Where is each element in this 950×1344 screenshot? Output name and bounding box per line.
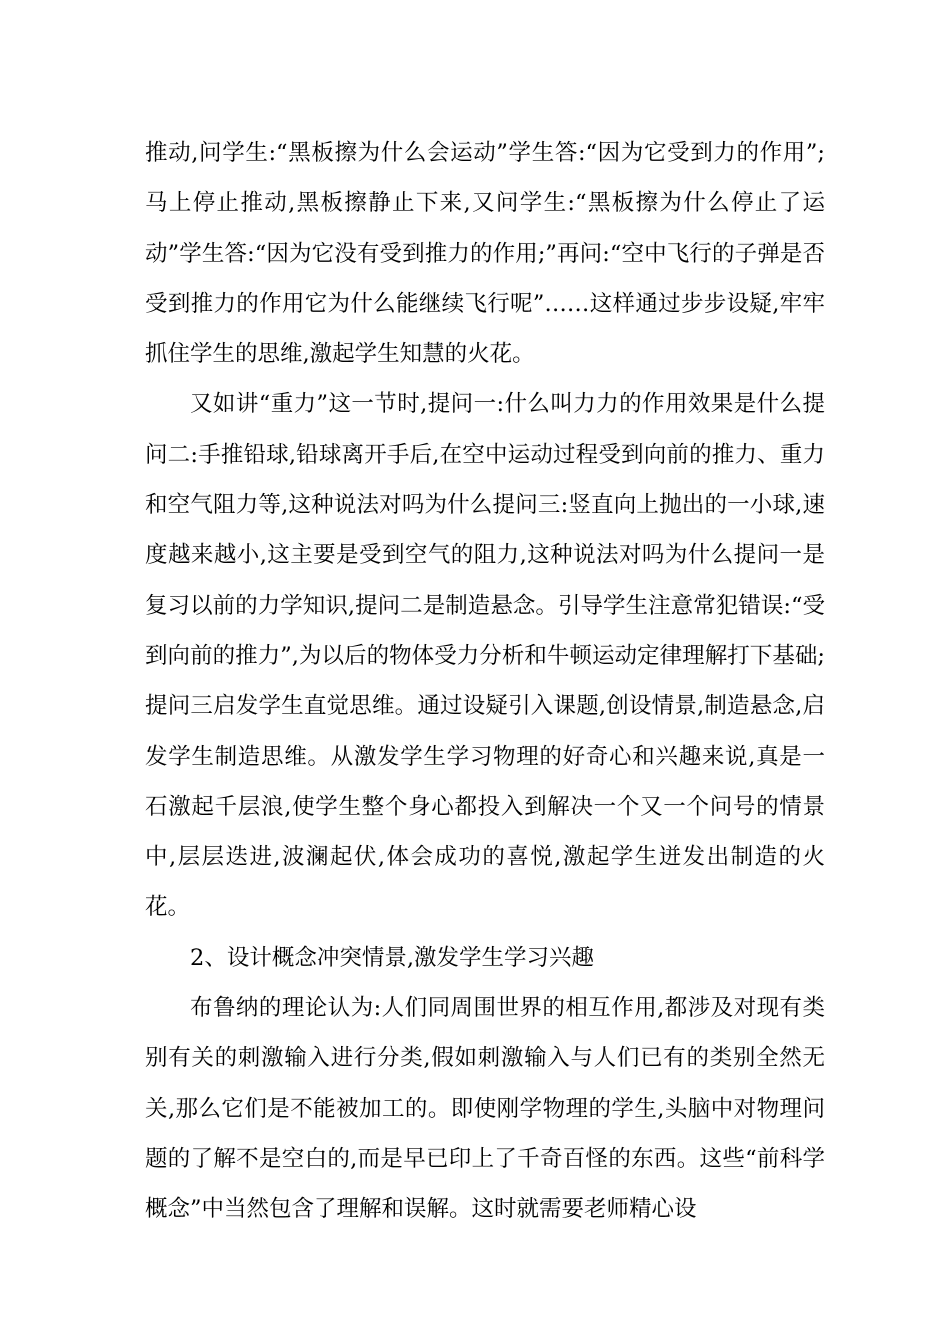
paragraph-bruner-theory: 布鲁纳的理论认为:人们同周围世界的相互作用,都涉及对现有类别有关的刺激输入进行分类,假如刺激输入与人们已有的类别全然无关,那么它们是不能被加工的。即使刚学物理的学生,头脑中对物理问题的了解不是空白的,而是早已印上了千奇百怪的东西。这些“前科学概念”中当然包含了理解和误解。这时就需要老师精心设: [145, 995, 825, 1223]
section-heading: 2、设计概念冲突情景,激发学生学习兴趣: [190, 944, 594, 971]
paragraph-gravity-example: 又如讲“重力”这一节时,提问一:什么叫力力的作用效果是什么提问二:手推铅球,铅球离开手后,在空中运动过程受到向前的推力、重力和空气阻力等,这种说法对吗为什么提问三:竖直向上抛出的一小球,速度越来越小,这主要是受到空气的阻力,这种说法对吗为什么提问一是复习以前的力学知识,提问二是制造悬念。引导学生注意常犯错误:“受到向前的推力”,为以后的物体受力分析和牛顿运动定律理解打下基础;提问三启发学生直觉思维。通过设疑引入课题,创设情景,制造悬念,启发学生制造思维。从激发学生学习物理的好奇心和兴趣来说,真是一石激起千层浪,使学生整个身心都投入到解决一个又一个问号的情景中,层层迭进,波澜起伏,体会成功的喜悦,激起学生迸发出制造的火花。: [145, 391, 825, 921]
document-body: [145, 128, 825, 1235]
paragraph-continuation: 推动,问学生:“黑板擦为什么会运动”学生答:“因为它受到力的作用”;马上停止推动,黑板擦静止下来,又问学生:“黑板擦为什么停止了运动”学生答:“因为它没有受到推力的作用;”再问:“空中飞行的子弹是否受到推力的作用它为什么能继续飞行呢”……这样通过步步设疑,牢牢抓住学生的思维,激起学生知慧的火花。: [145, 140, 825, 368]
